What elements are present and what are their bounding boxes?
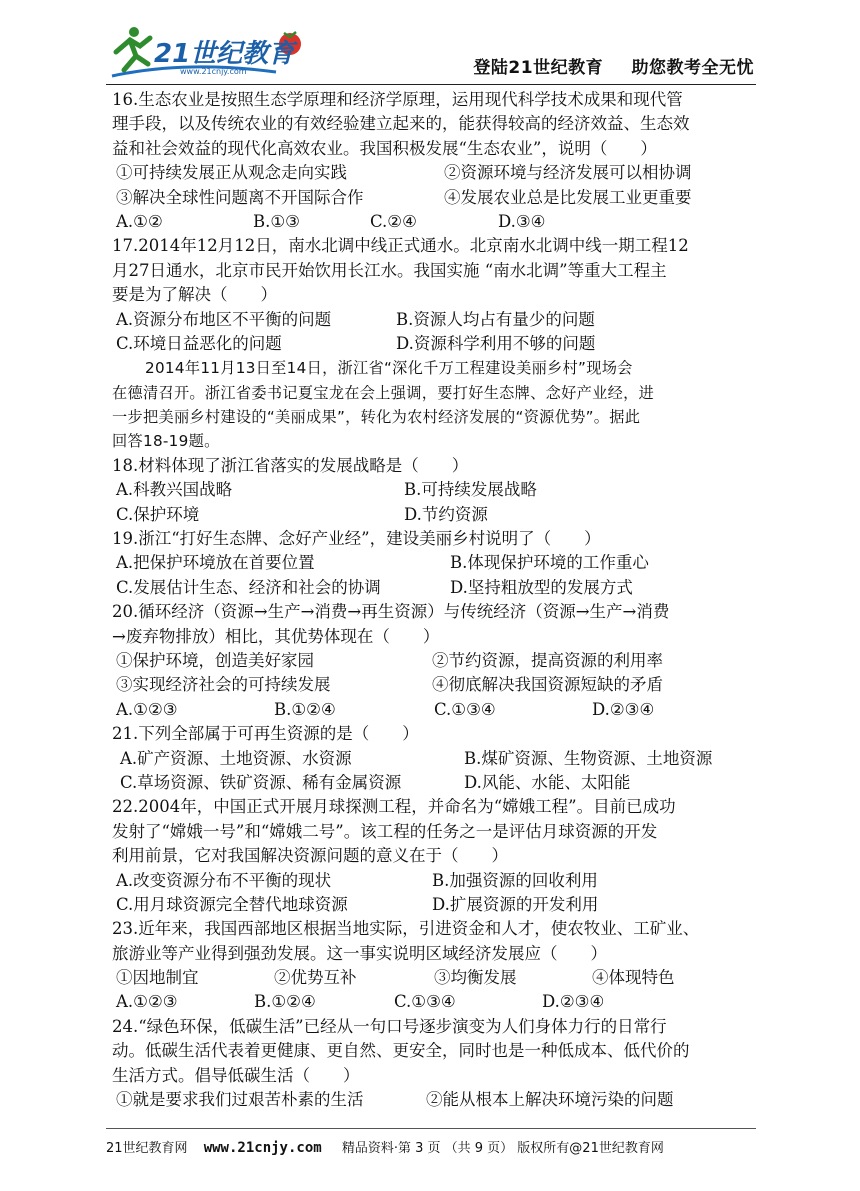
- q23-statement-1: ①因地制宜: [116, 968, 199, 988]
- q23-statement-3: ③均衡发展: [434, 968, 517, 988]
- q19-options-row-1: [112, 551, 762, 575]
- q20-option-a: A.①②③: [116, 699, 178, 719]
- q19-option-c: C.发展估计生态、经济和社会的协调: [116, 577, 381, 597]
- passage-line-3: 一步把美丽乡村建设的“美丽成果”，转化为农村经济发展的“资源优势”。据此: [112, 408, 641, 427]
- q16-stem-1: 16.生态农业是按照生态学原理和经济学原理，运用现代科学技术成果和现代管: [112, 90, 683, 109]
- q20-option-b: B.①②④: [274, 699, 336, 719]
- page-header: [106, 22, 756, 85]
- q20-stem-2: →废弃物排放）相比，其优势体现在（ ）: [112, 626, 440, 646]
- q23-option-b: B.①②④: [254, 992, 316, 1012]
- q23-statement-4: ④体现特色: [592, 968, 675, 988]
- q16-statement-2: ②资源环境与经济发展可以相协调: [444, 163, 692, 183]
- q16-option-d: D.③④: [498, 211, 546, 231]
- q19-stem: 19.浙江“打好生态牌、念好产业经”，建设美丽乡村说明了（ ）: [112, 529, 601, 549]
- q21-option-c: C.草场资源、铁矿资源、稀有金属资源: [120, 772, 402, 792]
- q20-statement-1: ①保护环境，创造美好家园: [116, 650, 314, 670]
- q16-stem-3: 益和社会效益的现代化高效农业。我国积极发展“生态农业”，说明（ ）: [112, 138, 657, 158]
- footer-site: 21世纪教育网: [106, 1141, 188, 1156]
- q16-options: [112, 210, 762, 234]
- q21-option-d: D.风能、水能、太阳能: [464, 772, 631, 792]
- q22-option-b: B.加强资源的回收利用: [432, 870, 598, 890]
- q21-option-b: B.煤矿资源、生物资源、土地资源: [464, 748, 713, 768]
- q23-option-c: C.①③④: [394, 992, 456, 1012]
- q16-statement-3: ③解决全球性问题离不开国际合作: [116, 187, 364, 207]
- q17-options-row-2: [112, 332, 762, 356]
- q20-option-c: C.①③④: [434, 699, 496, 719]
- q24-stem-1: 24.“绿色环保，低碳生活”已经从一句口号逐步演变为人们身体力行的日常行: [112, 1016, 667, 1036]
- q16-option-c: C.②④: [370, 211, 417, 231]
- q24-stem-2: 动。低碳生活代表着更健康、更自然、更安全，同时也是一种低成本、低代价的: [112, 1041, 690, 1061]
- q24-statements: [112, 1088, 762, 1112]
- svg-text:www.21cnjy.com: www.21cnjy.com: [180, 67, 247, 76]
- q23-stem-2: 旅游业等产业得到强劲发展。这一事实说明区域经济发展应（ ）: [112, 943, 607, 963]
- q20-stem-1: 20.循环经济（资源→生产→消费→再生资源）与传统经济（资源→生产→消费: [112, 602, 670, 622]
- q20-option-d: D.②③④: [592, 699, 655, 719]
- q23-option-d: D.②③④: [542, 992, 605, 1012]
- q20-options: [112, 698, 762, 722]
- q22-option-d: D.扩展资源的开发利用: [432, 894, 599, 914]
- page-footer: [106, 1128, 756, 1156]
- q19-option-d: D.坚持粗放型的发展方式: [450, 577, 633, 597]
- passage-line-1: 2014年11月13日至14日，浙江省“深化千万工程建设美丽乡村”现场会: [145, 359, 633, 378]
- q22-option-a: A.改变资源分布不平衡的现状: [116, 870, 332, 890]
- q17-stem-1: 17.2014年12月12日，南水北调中线正式通水。北京南水北调中线一期工程12: [112, 236, 689, 256]
- q21-option-a: A.矿产资源、土地资源、水资源: [120, 748, 352, 768]
- q17-stem-3: 要是为了解决（ ）: [112, 285, 277, 305]
- q19-option-a: A.把保护环境放在首要位置: [116, 553, 315, 573]
- q23-statements: [112, 966, 762, 990]
- q16-statements-row-2: [112, 186, 762, 210]
- q17-option-b: B.资源人均占有量少的问题: [396, 309, 595, 329]
- passage-line-4: 回答18-19题。: [112, 432, 220, 451]
- q24-statement-2: ②能从根本上解决环境污染的问题: [426, 1090, 674, 1110]
- q22-stem-2: 发射了“嫦娥一号”和“嫦娥二号”。该工程的任务之一是评估月球资源的开发: [112, 821, 658, 841]
- q20-statements-row-2: [112, 673, 762, 697]
- q16-statement-1: ①可持续发展正从观念走向实践: [116, 163, 347, 183]
- q19-options-row-2: [112, 576, 762, 600]
- q16-statements-row-1: [112, 161, 762, 185]
- q18-option-d: D.节约资源: [404, 504, 488, 524]
- q22-options-row-2: [112, 893, 762, 917]
- q17-option-d: D.资源科学利用不够的问题: [396, 333, 596, 353]
- q22-option-c: C.用月球资源完全替代地球资源: [116, 894, 348, 914]
- q20-statement-2: ②节约资源，提高资源的利用率: [432, 650, 663, 670]
- q18-options-row-1: [112, 478, 762, 502]
- q18-option-b: B.可持续发展战略: [404, 480, 537, 500]
- q21-options-row-1: [112, 747, 762, 771]
- q22-stem-1: 22.2004年，中国正式开展月球探测工程，并命名为“嫦娥工程”。目前已成功: [112, 797, 676, 817]
- q16-statement-4: ④发展农业总是比发展工业更重要: [444, 187, 692, 207]
- q22-stem-3: 利用前景，它对我国解决资源问题的意义在于（ ）: [112, 846, 508, 866]
- q20-statement-3: ③实现经济社会的可持续发展: [116, 675, 331, 695]
- slogan-part-1: 登陆21世纪教育: [473, 58, 604, 78]
- q19-option-b: B.体现保护环境的工作重心: [450, 553, 649, 573]
- q17-stem-2: 月27日通水，北京市民开始饮用长江水。我国实施 “南水北调”等重大工程主: [112, 260, 667, 280]
- q23-option-a: A.①②③: [116, 992, 178, 1012]
- q23-options: [112, 990, 762, 1014]
- q24-statement-1: ①就是要求我们过艰苦朴素的生活: [116, 1090, 364, 1110]
- svg-text:21世纪教育: 21世纪教育: [154, 39, 295, 69]
- q17-option-c: C.环境日益恶化的问题: [116, 333, 282, 353]
- exam-content: [112, 88, 762, 1112]
- q23-statement-2: ②优势互补: [274, 968, 357, 988]
- footer-url[interactable]: www.21cnjy.com: [203, 1140, 322, 1156]
- q20-statements-row-1: [112, 649, 762, 673]
- q21-options-row-2: [112, 771, 762, 795]
- site-logo: [106, 22, 316, 82]
- q20-statement-4: ④彻底解决我国资源短缺的矛盾: [432, 675, 663, 695]
- q16-option-b: B.①③: [253, 211, 300, 231]
- q21-stem: 21.下列全部属于可再生资源的是（ ）: [112, 724, 419, 744]
- q16-option-a: A.①②: [116, 211, 163, 231]
- q18-option-a: A.科教兴国战略: [116, 480, 233, 500]
- q18-options-row-2: [112, 503, 762, 527]
- q16-stem-2: 理手段，以及传统农业的有效经验建立起来的，能获得较高的经济效益、生态效: [112, 114, 690, 134]
- passage-line-2: 在德清召开。浙江省委书记夏宝龙在会上强调，要打好生态牌、念好产业经，进: [112, 383, 655, 402]
- footer-page-info: 精品资料·第 3 页 （共 9 页） 版权所有@21世纪教育网: [341, 1141, 664, 1156]
- slogan-part-2: 助您教考全无忧: [631, 58, 754, 78]
- q23-stem-1: 23.近年来，我国西部地区根据当地实际，引进资金和人才，使农牧业、工矿业、: [112, 919, 700, 939]
- q17-options-row-1: [112, 308, 762, 332]
- q18-stem: 18.材料体现了浙江省落实的发展战略是（ ）: [112, 455, 469, 475]
- q22-options-row-1: [112, 869, 762, 893]
- header-slogan: [451, 53, 754, 78]
- q24-stem-3: 生活方式。倡导低碳生活（ ）: [112, 1065, 360, 1085]
- q17-option-a: A.资源分布地区不平衡的问题: [116, 309, 332, 329]
- q18-option-c: C.保护环境: [116, 504, 200, 524]
